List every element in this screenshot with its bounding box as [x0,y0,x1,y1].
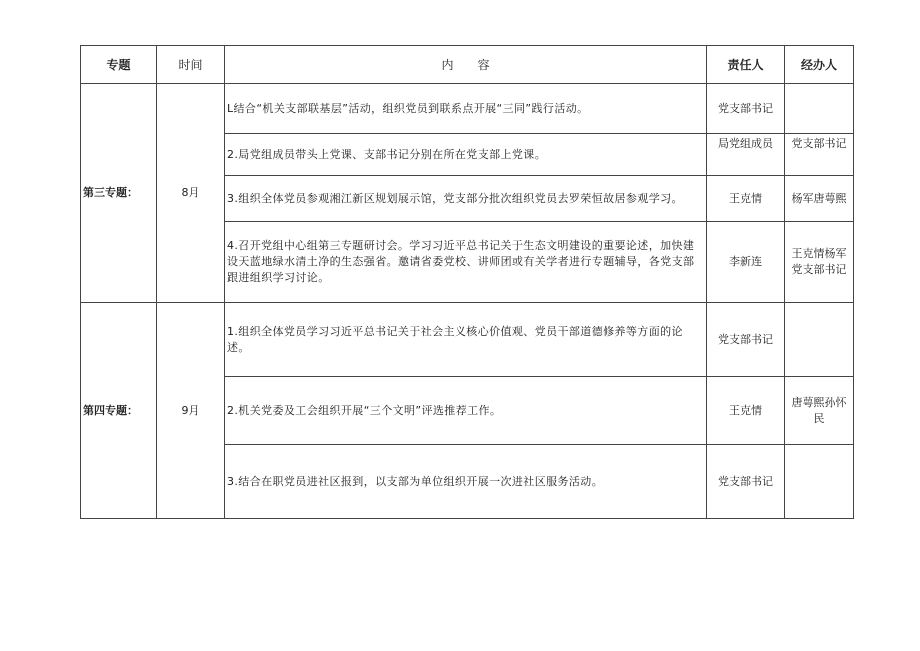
row-handler: 党支部书记 [785,134,854,176]
row-responsible: 李新连 [707,222,785,303]
row-handler: 王克情杨军党支部书记 [785,222,854,303]
header-handler: 经办人 [785,46,854,84]
header-topic: 专题 [81,46,157,84]
row-responsible: 党支部书记 [707,84,785,134]
header-time: 时间 [157,46,225,84]
table-row [81,303,854,377]
row-handler: 唐萼熙孙怀民 [785,377,854,445]
section-topic: 第三专题： [81,84,157,303]
row-responsible: 局党组成员 [707,134,785,176]
row-content: 1.组织全体党员学习习近平总书记关于社会主义核心价值观、党员干部道德修养等方面的论述。 [225,303,707,377]
section-topic: 第四专题： [81,303,157,519]
row-handler [785,303,854,377]
row-content: 4.召开党组中心组第三专题研讨会。学习习近平总书记关于生态文明建设的重要论述，加快建设天蓝地绿水清土净的生态强省。邀请省委党校、讲师团或有关学者进行专题辅导，各党支部跟进组织学习讨论。 [225,222,707,303]
row-handler: 杨军唐萼熙 [785,176,854,222]
row-responsible: 王克情 [707,176,785,222]
header-row [81,46,854,84]
row-handler [785,445,854,519]
row-content: 3.结合在职党员进社区报到，以支部为单位组织开展一次进社区服务活动。 [225,445,707,519]
row-responsible: 党支部书记 [707,303,785,377]
row-handler [785,84,854,134]
row-content: 2.局党组成员带头上党课、支部书记分别在所在党支部上党课。 [225,134,707,176]
row-content: L结合“机关支部联基层”活动，组织党员到联系点开展“三同”践行活动。 [225,84,707,134]
row-responsible: 党支部书记 [707,445,785,519]
row-content: 3.组织全体党员参观湘江新区规划展示馆，党支部分批次组织党员去罗荣恒故居参观学习。 [225,176,707,222]
table-row [81,84,854,134]
row-responsible: 王克情 [707,377,785,445]
header-content: 内 容 [225,46,707,84]
row-content: 2.机关党委及工会组织开展“三个文明”评选推荐工作。 [225,377,707,445]
schedule-table [80,45,854,519]
section-time: 9月 [157,303,225,519]
section-time: 8月 [157,84,225,303]
header-responsible: 责任人 [707,46,785,84]
